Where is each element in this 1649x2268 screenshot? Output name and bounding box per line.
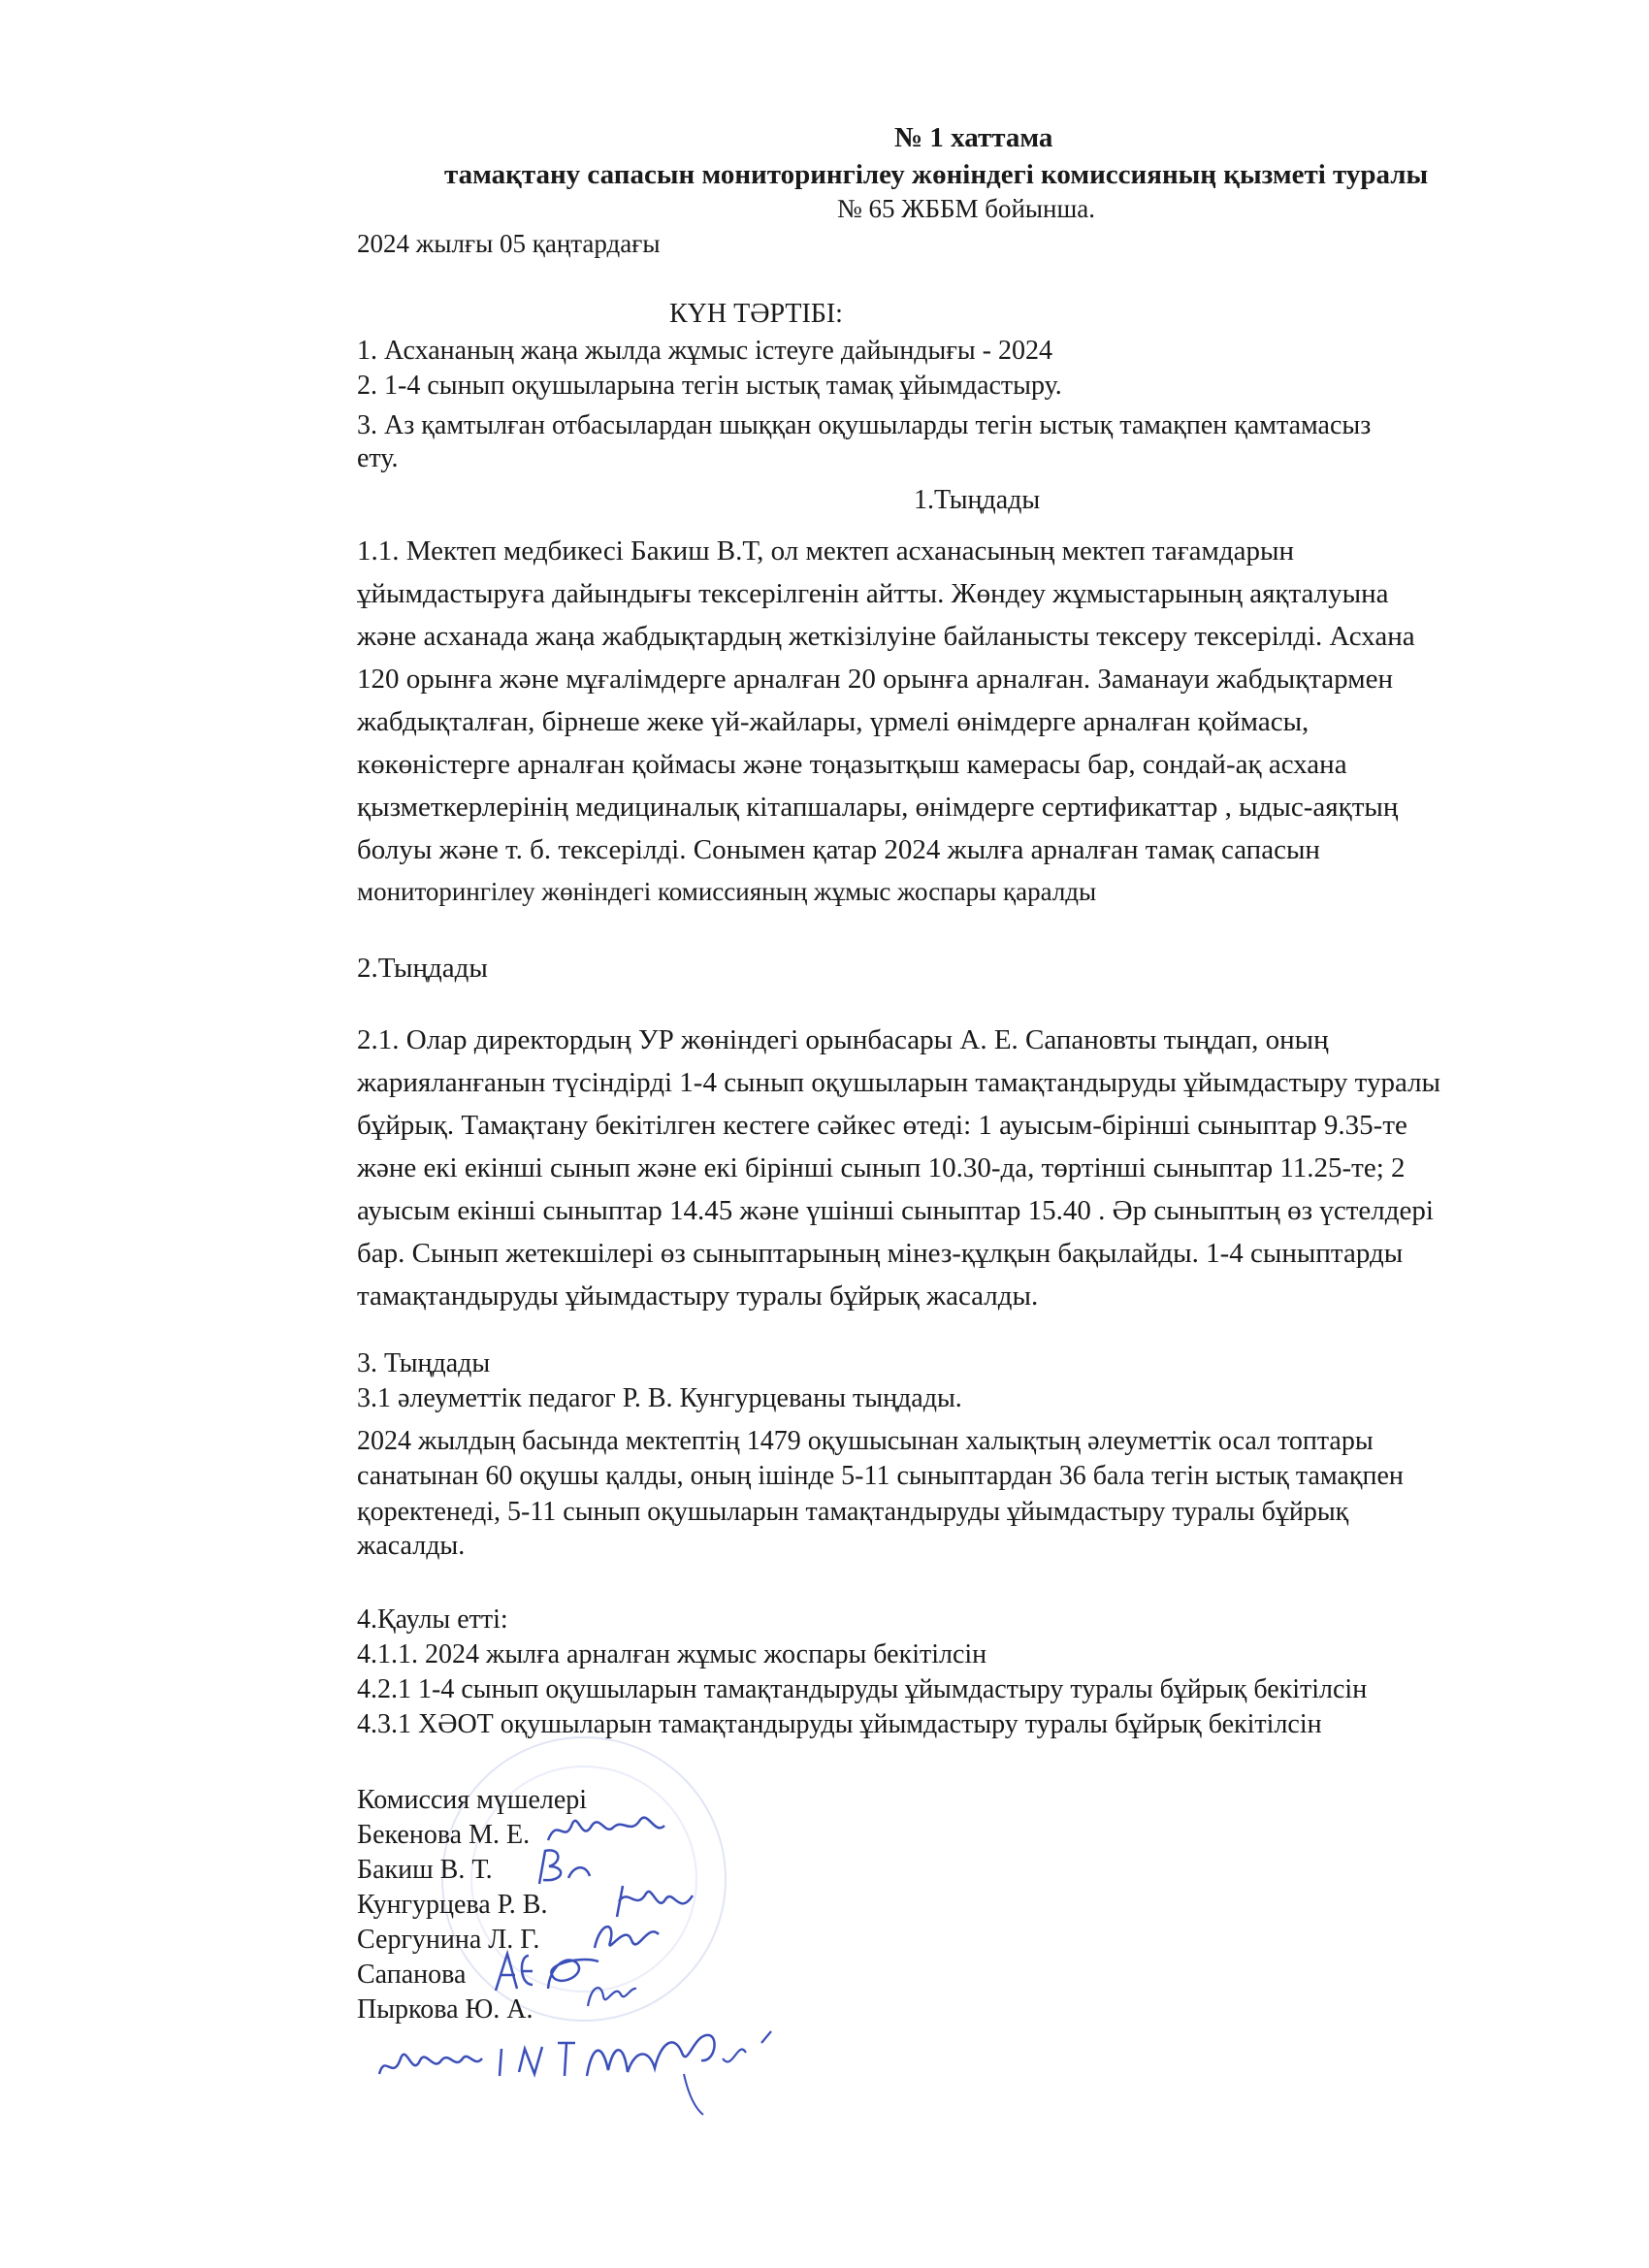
section-3-line: жасалды. — [357, 1531, 466, 1561]
section-1-heading: 1.Тыңдады — [914, 485, 1041, 515]
organization-line: № 65 ЖББМ бойынша. — [837, 194, 1096, 223]
section-1-line: және асханада жаңа жабдықтардың жеткізілуіне байланысты тексеру тексерілді. Асхана — [357, 621, 1415, 652]
section-3-line: 3.1 әлеуметтік педагог Р. В. Кунгурцеваны тыңдады. — [357, 1383, 962, 1413]
commission-member: Бекенова М. Е. — [357, 1820, 531, 1850]
section-4-heading: 4.Қаулы етті: — [357, 1604, 508, 1635]
commission-member: Пыркова Ю. А. — [357, 1994, 534, 2025]
section-3-heading: 3. Тыңдады — [357, 1348, 491, 1378]
section-2-heading: 2.Тыңдады — [357, 953, 488, 984]
signature-bakish — [532, 1845, 599, 1890]
commission-member: Сапанова — [357, 1960, 467, 1990]
section-2-line: бар. Сынып жетекшілері өз сыныптарының мінез-құлқын бақылайды. 1-4 сыныптарды — [357, 1238, 1404, 1269]
section-3-line: санатынан 60 оқушы қалды, оның ішінде 5-11 сыныптардан 36 бала тегін ыстық тамақпен — [357, 1461, 1404, 1491]
signature-pyrkova — [582, 1975, 640, 2014]
resolution-item: 4.1.1. 2024 жылға арналған жұмыс жоспары бекітілсін — [357, 1639, 987, 1669]
document-date: 2024 жылғы 05 қаңтардағы — [357, 229, 661, 258]
handwritten-signature-line — [373, 2014, 800, 2121]
section-1-line: жабдықталған, бірнеше жеке үй-жайлары, үрмелі өнімдерге арналған қоймасы, — [357, 706, 1310, 737]
section-1-line: ұйымдастыруға дайындығы тексерілгенін айтты. Жөндеу жұмыстарының аяқталуына — [357, 578, 1389, 609]
section-2-line: жарияланғанын түсіндірді 1-4 сынып оқушыларын тамақтандыруды ұйымдастыру туралы — [357, 1067, 1441, 1098]
agenda-item: 1. Асхананың жаңа жылда жұмыс істеуге дайындығы - 2024 — [357, 336, 1052, 366]
section-2-line: және екі екінші сынып және екі бірінші сынып 10.30-да, төртінші сыныптар 11.25-те; 2 — [357, 1152, 1406, 1183]
section-1-line: болуы және т. б. тексерілді. Сонымен қатар 2024 жылға арналған тамақ сапасын — [357, 834, 1320, 865]
section-2-line: бұйрық. Тамақтану бекітілген кестеге сәйкес өтеді: 1 ауысым-бірінші сыныптар 9.35-те — [357, 1110, 1407, 1141]
section-2-line: ауысым екінші сыныптар 14.45 және үшінші сыныптар 15.40 . Әр сыныптың өз үстелдері — [357, 1195, 1434, 1226]
section-2-line: 2.1. Олар директордың УР жөніндегі орынбасары А. Е. Сапановты тыңдап, оның — [357, 1024, 1329, 1055]
commission-heading: Комиссия мүшелері — [357, 1785, 588, 1815]
section-1-line: қызметкерлерінің медициналық кітапшалары, өнімдерге сертификаттар , ыдыс-аяқтың — [357, 792, 1399, 823]
agenda-item: 2. 1-4 сынып оқушыларына тегін ыстық тамақ ұйымдастыру. — [357, 371, 1062, 401]
section-3-line: 2024 жылдың басында мектептің 1479 оқушысынан халықтың әлеуметтік осал топтары — [357, 1426, 1374, 1456]
agenda-heading: КҮН ТӘРТІБІ: — [669, 299, 843, 329]
section-1-line: 120 орынға және мұғалімдерге арналған 20 орынға арналған. Заманауи жабдықтармен — [357, 664, 1393, 695]
section-1-line: мониторингілеу жөніндегі комиссияның жұмыс жоспары қаралды — [357, 877, 1097, 906]
resolution-item: 4.3.1 ХӘОТ оқушыларын тамақтандыруды ұйымдастыру туралы бұйрық бекітілсін — [357, 1709, 1322, 1739]
section-1-line: 1.1. Мектеп медбикесі Бакиш В.Т, ол мектеп асханасының мектеп тағамдарын — [357, 535, 1295, 567]
commission-member: Кунгурцева Р. В. — [357, 1890, 548, 1920]
commission-member: Бакиш В. Т. — [357, 1855, 493, 1885]
section-3-line: қоректенеді, 5-11 сынып оқушыларын тамақтандыруды ұйымдастыру туралы бұйрық — [357, 1497, 1349, 1527]
agenda-item: ету. — [357, 443, 399, 473]
commission-member: Сергунина Л. Г. — [357, 1925, 540, 1955]
resolution-item: 4.2.1 1-4 сынып оқушыларын тамақтандыруды ұйымдастыру туралы бұйрық бекітілсін — [357, 1674, 1368, 1704]
document-subtitle: тамақтану сапасын мониторингілеу жөніндегі комиссияның қызметі туралы — [444, 159, 1429, 190]
agenda-item: 3. Аз қамтылған отбасылардан шыққан оқушыларды тегін ыстық тамақпен қамтамасыз — [357, 410, 1372, 440]
section-1-line: көкөністерге арналған қоймасы және тоңазытқыш камерасы бар, сондай-ақ асхана — [357, 749, 1347, 780]
section-2-line: тамақтандыруды ұйымдастыру туралы бұйрық жасалды. — [357, 1280, 1039, 1312]
document-title: № 1 хаттама — [894, 122, 1053, 153]
